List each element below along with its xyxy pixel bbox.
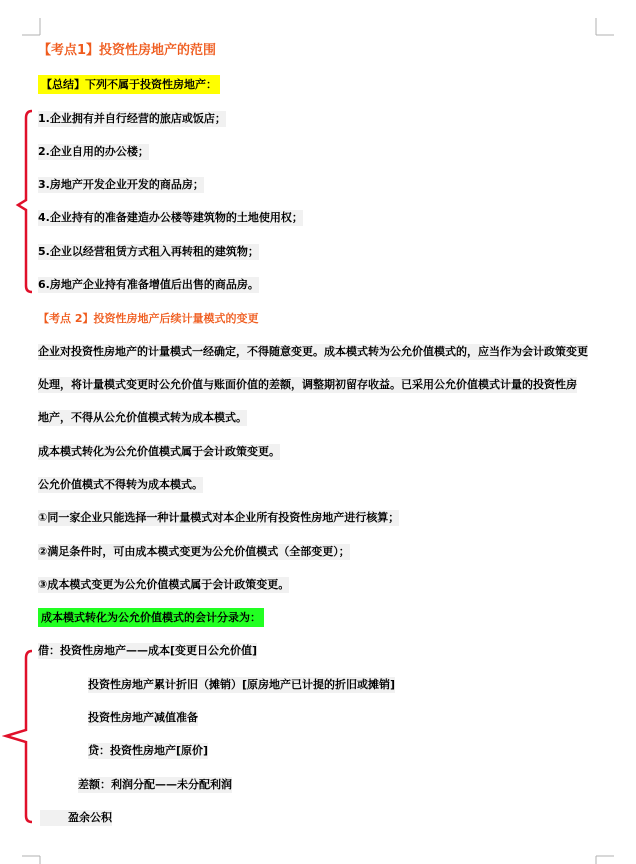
note-line: 成本模式转化为公允价值模式属于会计政策变更。 [38, 445, 280, 458]
entry-credit: 贷：投资性房地产[原价] [88, 744, 209, 757]
paragraph-line: 处理，将计量模式变更时公允价值与账面价值的差额，调整期初留存收益。已采用公允价值模式计量的投资性房 [38, 378, 577, 391]
point-item: ②满足条件时，可由成本模式变更为公允价值模式（全部变更）； [38, 545, 350, 558]
paragraph-line: 地产，不得从公允价值模式转为成本模式。 [38, 411, 247, 424]
point-item: ③成本模式变更为公允价值模式属于会计政策变更。 [38, 578, 290, 591]
heading-topic-2: 【考点 2】投资性房地产后续计量模式的变更 [38, 312, 259, 325]
entry-diff: 差额：利润分配——未分配利润 [78, 778, 232, 791]
entry-line: 投资性房地产减值准备 [88, 711, 198, 724]
heading-topic-1: 【考点1】投资性房地产的范围 [38, 43, 217, 58]
summary-row [38, 77, 220, 93]
left-brace-top [10, 108, 40, 298]
left-brace-bottom [2, 648, 32, 830]
entry-line: 投资性房地产累计折旧（摊销）[原房地产已计提的折旧或摊销] [88, 678, 396, 691]
list-item: 3.房地产开发企业开发的商品房； [38, 178, 204, 191]
entry-title-row [38, 610, 264, 626]
list-item: 5.企业以经营租赁方式租入再转租的建筑物； [38, 245, 259, 258]
paragraph-line: 企业对投资性房地产的计量模式一经确定，不得随意变更。成本模式转为公允价值模式的，应当作为会计政策变更 [38, 345, 588, 358]
entry-surplus: 盈余公积 [40, 810, 112, 826]
point-item: ①同一家企业只能选择一种计量模式对本企业所有投资性房地产进行核算； [38, 511, 400, 524]
list-item: 4.企业持有的准备建造办公楼等建筑物的土地使用权； [38, 211, 303, 224]
summary-label: 【总结】下列不属于投资性房地产： [38, 75, 220, 94]
entry-title: 成本模式转化为公允价值模式的会计分录为： [38, 608, 264, 627]
list-item: 1.企业拥有并自行经营的旅店或饭店； [38, 112, 226, 125]
list-item: 2.企业自用的办公楼； [38, 145, 149, 158]
note-line: 公允价值模式不得转为成本模式。 [38, 478, 203, 491]
entry-debit: 借：投资性房地产——成本[变更日公允价值] [38, 644, 258, 657]
list-item: 6.房地产企业持有准备增值后出售的商品房。 [38, 278, 259, 291]
